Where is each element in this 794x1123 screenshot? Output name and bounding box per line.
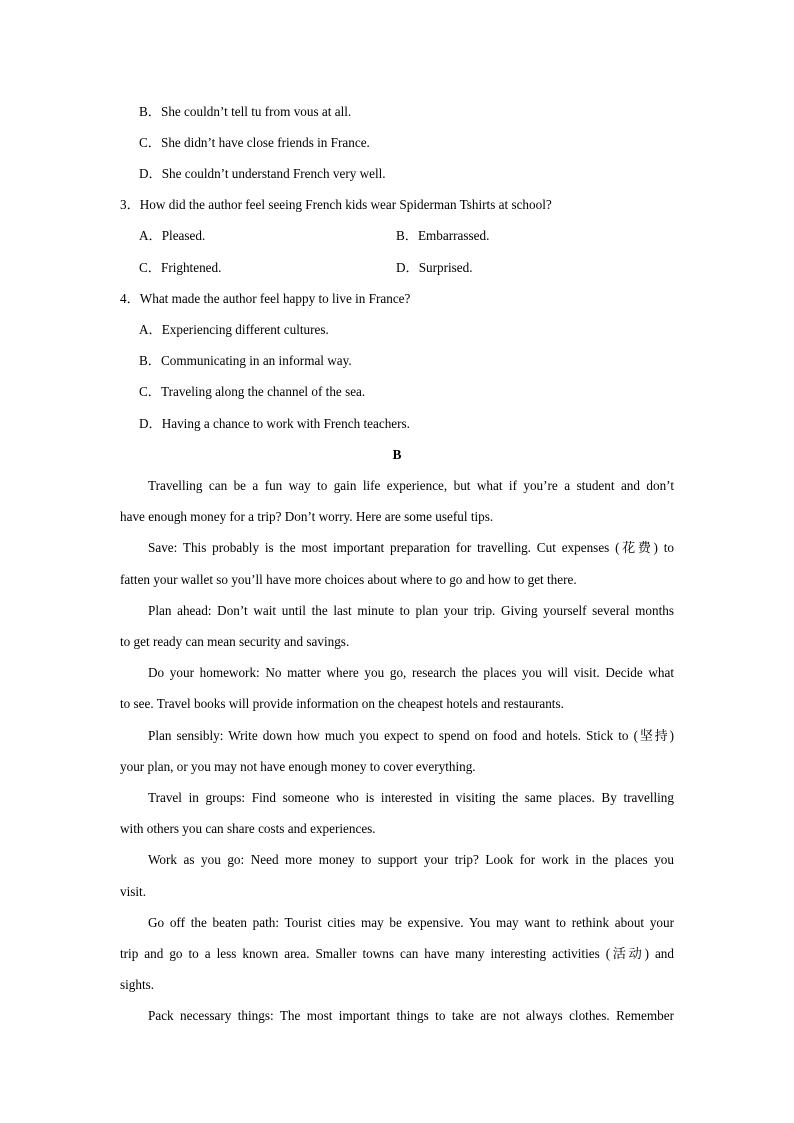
paragraph-line: trip and go to a less known area. Smaller towns can have many interesting activities (活动) and [120,946,674,961]
paragraph-line: Do your homework: No matter where you go, research the places you will visit. Decide what [148,665,674,680]
q4-stem: 4．What made the author feel happy to live in France? [120,291,411,306]
q3-option-d: D．Surprised. [396,260,473,275]
paragraph-line: Plan ahead: Don’t wait until the last minute to plan your trip. Giving yourself several months [148,603,674,618]
q3-option-b: B．Embarrassed. [396,228,490,243]
q2-option-c: C．She didn’t have close friends in France. [139,135,370,150]
q3-stem: 3．How did the author feel seeing French kids wear Spiderman Tshirts at school? [120,197,552,212]
paragraph-line: fatten your wallet so you’ll have more choices about where to go and how to get there. [120,572,577,587]
paragraph-line: to get ready can mean security and savings. [120,634,350,649]
q4-option-a: A．Experiencing different cultures. [139,322,329,337]
paragraph-line: have enough money for a trip? Don’t worry. Here are some useful tips. [120,509,494,524]
q4-option-b: B．Communicating in an informal way. [139,353,352,368]
paragraph-line: Save: This probably is the most important preparation for travelling. Cut expenses (花费) to [148,540,674,555]
q2-option-d: D．She couldn’t understand French very well. [139,166,386,181]
paragraph-line: Travelling can be a fun way to gain life experience, but what if you’re a student and don’t [148,478,674,493]
paragraph-line: visit. [120,884,147,899]
paragraph-line: sights. [120,977,155,992]
paragraph-line: Go off the beaten path: Tourist cities may be expensive. You may want to rethink about your [148,915,674,930]
q2-option-b: B．She couldn’t tell tu from vous at all. [139,104,352,119]
paragraph-line: Work as you go: Need more money to support your trip? Look for work in the places you [148,852,674,867]
section-b-heading: B [392,447,402,462]
paragraph-line: to see. Travel books will provide information on the cheapest hotels and restaurants. [120,696,564,711]
q4-option-c: C．Traveling along the channel of the sea. [139,384,366,399]
q3-option-c: C．Frightened. [139,260,222,275]
paragraph-line: Travel in groups: Find someone who is interested in visiting the same places. By travelling [148,790,674,805]
paragraph-line: Pack necessary things: The most important things to take are not always clothes. Remember [148,1008,674,1023]
paragraph-line: Plan sensibly: Write down how much you expect to spend on food and hotels. Stick to (坚持) [148,728,674,743]
paragraph-line: with others you can share costs and experiences. [120,821,376,836]
q3-option-a: A．Pleased. [139,228,206,243]
paragraph-line: your plan, or you may not have enough money to cover everything. [120,759,476,774]
q4-option-d: D．Having a chance to work with French teachers. [139,416,410,431]
